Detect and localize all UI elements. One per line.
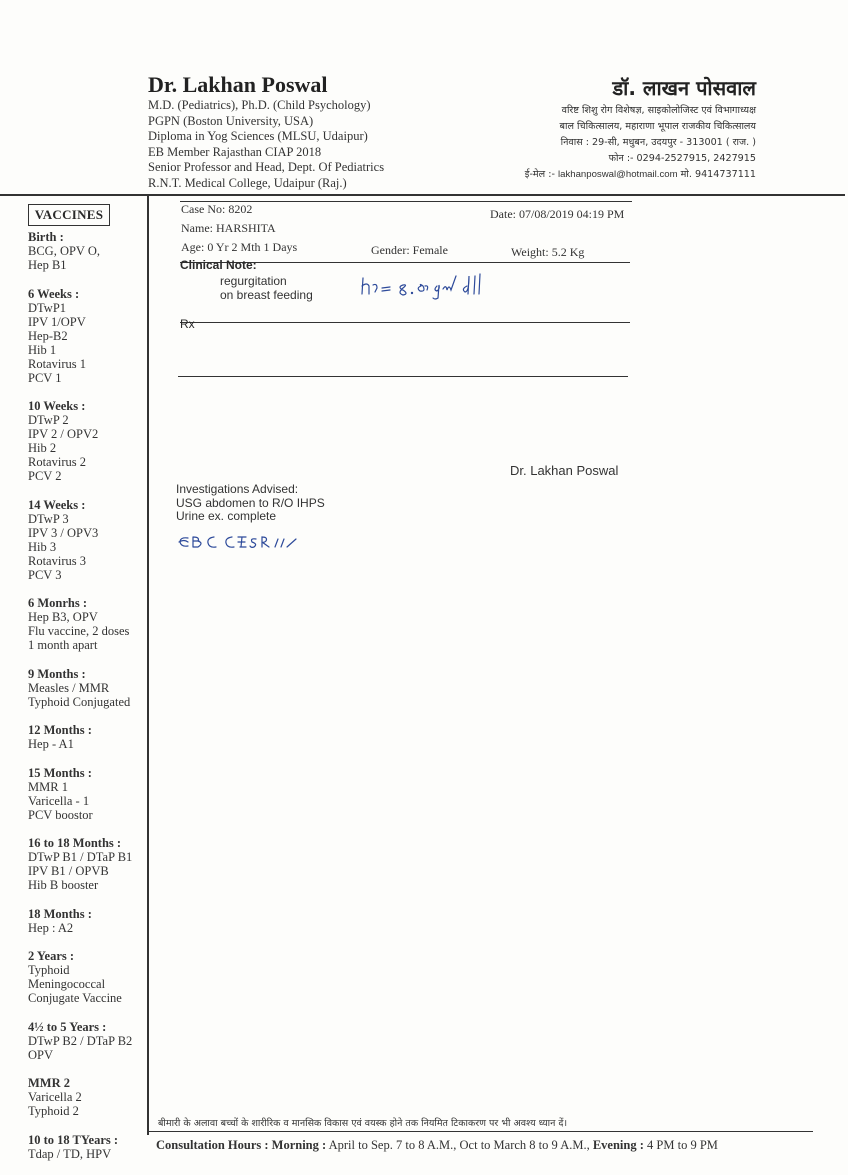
vaccine-item: Varicella 2: [28, 1090, 82, 1104]
qualification-line: PGPN (Boston University, USA): [148, 113, 314, 128]
qualification-line: Diploma in Yog Sciences (MLSU, Udaipur): [148, 129, 368, 143]
vaccine-item: BCG, OPV O,: [28, 244, 101, 258]
vaccine-item: 1 month apart: [28, 638, 98, 652]
vaccine-group-heading: 10 to 18 TYears :: [28, 1132, 119, 1147]
patient-weight: Weight: 5.2 Kg: [511, 245, 585, 259]
clinical-note-line: on breast feeding: [220, 288, 313, 302]
morning-hours: April to Sep. 7 to 8 A.M., Oct to March 8 to 9 A.M.,: [328, 1138, 590, 1152]
vaccine-item: Varicella - 1: [28, 793, 90, 808]
header-divider: [0, 194, 845, 196]
hindi-info-line: फोन :- 0294-2527915, 2427915: [608, 153, 756, 164]
vaccine-item: PCV 1: [28, 370, 62, 385]
vaccine-group-heading: 6 Weeks :: [28, 286, 80, 301]
vaccine-group-12-months: [28, 723, 146, 751]
vaccine-item: DTwP 3: [28, 511, 69, 526]
vaccine-group-heading: 4½ to 5 Years :: [28, 1019, 107, 1034]
vaccine-group-10-18-years: [28, 1133, 146, 1161]
clinical-note-text: [220, 274, 313, 302]
vaccine-item: Typhoid Conjugated: [28, 694, 131, 709]
vaccine-group-heading: 6 Monrhs :: [28, 596, 88, 610]
qualification-line: Senior Professor and Head, Dept. Of Pediatrics: [148, 160, 385, 174]
hours-label: Consultation Hours :: [156, 1138, 269, 1152]
clinical-note-line: regurgitation: [220, 274, 287, 288]
vaccine-group-4-5-years: [28, 1020, 146, 1062]
vaccine-group-6-months: [28, 596, 146, 652]
visit-date: Date: 07/08/2019 04:19 PM: [490, 207, 625, 221]
evening-hours: 4 PM to 9 PM: [647, 1138, 718, 1152]
vaccine-item: Hep : A2: [28, 920, 74, 935]
vaccine-item: Hep - A1: [28, 737, 74, 751]
vaccine-group-18-months: [28, 907, 146, 935]
vaccine-group-16-18-months: [28, 836, 146, 892]
vaccine-item: Rotavirus 2: [28, 455, 86, 469]
vaccine-group-heading: 16 to 18 Months :: [28, 836, 122, 850]
vaccine-item: IPV 1/OPV: [28, 314, 86, 329]
vaccine-item: DTwP B1 / DTaP B1: [28, 850, 133, 864]
vaccine-item: Hib B booster: [28, 878, 99, 892]
sidebar-divider: [147, 195, 149, 1135]
hindi-info-line: निवास : 29-सी, मधुबन, उदयपुर - 313001 ( राज. ): [560, 137, 756, 148]
vaccine-item: Meningococcal: [28, 977, 106, 991]
patient-age: Age: 0 Yr 2 Mth 1 Days: [181, 240, 298, 254]
vaccine-item: Hep-B2: [28, 328, 68, 343]
doctor-signature-name: Dr. Lakhan Poswal: [510, 463, 619, 478]
vaccine-schedule: [28, 230, 146, 1175]
vaccine-item: Rotavirus 1: [28, 356, 86, 371]
vaccine-item: PCV boostor: [28, 807, 93, 822]
vaccine-item: IPV 2 / OPV2: [28, 427, 99, 441]
vaccine-item: OPV: [28, 1047, 54, 1062]
investigation-line: Urine ex. complete: [176, 509, 277, 523]
evening-label: Evening :: [592, 1138, 644, 1152]
vaccine-group-heading: 9 Months :: [28, 666, 86, 681]
vaccine-group-heading: 18 Months :: [28, 906, 92, 921]
vaccine-group-heading: 14 Weeks :: [28, 497, 86, 512]
case-number: Case No: 8202: [181, 202, 253, 216]
qualification-line: EB Member Rajasthan CIAP 2018: [148, 144, 322, 159]
handwritten-investigation-note: [174, 529, 319, 553]
vaccine-item: Tdap / TD, HPV: [28, 1146, 112, 1161]
hindi-info-line: वरिष्ट शिशु रोग विशेषज्ञ, साइकोलोजिस्ट एवं विभागाध्यक्ष: [561, 105, 756, 116]
vaccine-group-heading: Birth :: [28, 230, 64, 244]
vaccine-group-heading: 15 Months :: [28, 765, 92, 780]
vaccine-item: Rotavirus 3: [28, 553, 86, 568]
investigations-block: [176, 483, 325, 524]
vaccine-group-9-months: [28, 667, 146, 709]
vaccine-item: Measles / MMR: [28, 680, 110, 695]
consultation-hours: [156, 1138, 718, 1153]
footer-divider: [148, 1131, 813, 1132]
vaccine-group-heading: MMR 2: [28, 1076, 70, 1090]
vaccine-group-mmr2: [28, 1076, 146, 1118]
vaccine-item: DTwP B2 / DTaP B2: [28, 1033, 133, 1048]
vaccine-group-6-weeks: [28, 287, 146, 385]
vaccine-group-2-years: [28, 949, 146, 1005]
clinical-note-title: Clinical Note:: [180, 258, 257, 272]
vaccine-item: Hib 1: [28, 342, 57, 357]
vaccine-group-10-weeks: [28, 399, 146, 483]
investigations-title: Investigations Advised:: [176, 482, 299, 496]
vaccine-item: IPV B1 / OPVB: [28, 864, 109, 878]
rx-label: Rx: [180, 317, 195, 331]
vaccine-item: DTwP1: [28, 300, 67, 315]
mobile-number: मो. 9414737111: [680, 169, 756, 180]
vaccine-item: Typhoid: [28, 963, 70, 977]
patient-gender: Gender: Female: [371, 243, 448, 257]
morning-label: Morning :: [271, 1138, 327, 1152]
vaccine-group-heading: 10 Weeks :: [28, 399, 86, 413]
hindi-info-line: बाल चिकित्सालय, महाराणा भूपाल राजकीय चिकित्सालय: [559, 121, 756, 132]
vaccine-item: MMR 1: [28, 779, 68, 794]
vaccine-item: Flu vaccine, 2 doses: [28, 624, 130, 638]
handwritten-hb-note: [355, 268, 500, 302]
vaccine-item: Hep B3, OPV: [28, 610, 98, 624]
vaccines-title: VACCINES: [28, 204, 110, 226]
email-address: lakhanposwal@hotmail.com: [557, 169, 678, 180]
rx-rule: [178, 376, 628, 377]
doctor-name-hindi: डॉ. लाखन पोसवाल: [612, 76, 756, 100]
qualification-line: M.D. (Pediatrics), Ph.D. (Child Psychology): [148, 98, 371, 112]
vaccine-item: Hib 3: [28, 539, 57, 554]
vaccine-group-heading: 12 Months :: [28, 723, 92, 737]
footer-hindi-note: बीमारी के अलावा बच्चों के शारीरिक व मानसिक विकास एवं वयस्क होने तक नियमित टिकाकरण पर भी अवश्य ध्यान दें।: [158, 1118, 568, 1129]
patient-name: Name: HARSHITA: [181, 221, 276, 235]
vaccine-item: PCV 3: [28, 567, 62, 582]
email-prefix: ई-मेल :-: [524, 169, 555, 180]
contact-line: [525, 167, 756, 183]
vaccine-group-14-weeks: [28, 498, 146, 582]
vaccine-item: DTwP 2: [28, 413, 69, 427]
hindi-info-block: [525, 103, 756, 183]
qualification-line: R.N.T. Medical College, Udaipur (Raj.): [148, 175, 347, 190]
vaccine-item: Hib 2: [28, 441, 57, 455]
vaccine-item: IPV 3 / OPV3: [28, 525, 99, 540]
vaccine-group-birth: [28, 230, 146, 272]
clinical-rule: [180, 322, 630, 323]
vaccine-item: Typhoid 2: [28, 1104, 79, 1118]
vaccine-item: PCV 2: [28, 469, 62, 483]
doctor-name-english: Dr. Lakhan Poswal: [148, 72, 328, 97]
vaccine-group-15-months: [28, 766, 146, 822]
vaccine-item: Hep B1: [28, 258, 67, 272]
qualifications-block: [148, 98, 384, 191]
vaccine-group-heading: 2 Years :: [28, 949, 75, 963]
investigation-line: USG abdomen to R/O IHPS: [176, 495, 325, 510]
vaccine-item: Conjugate Vaccine: [28, 991, 122, 1005]
